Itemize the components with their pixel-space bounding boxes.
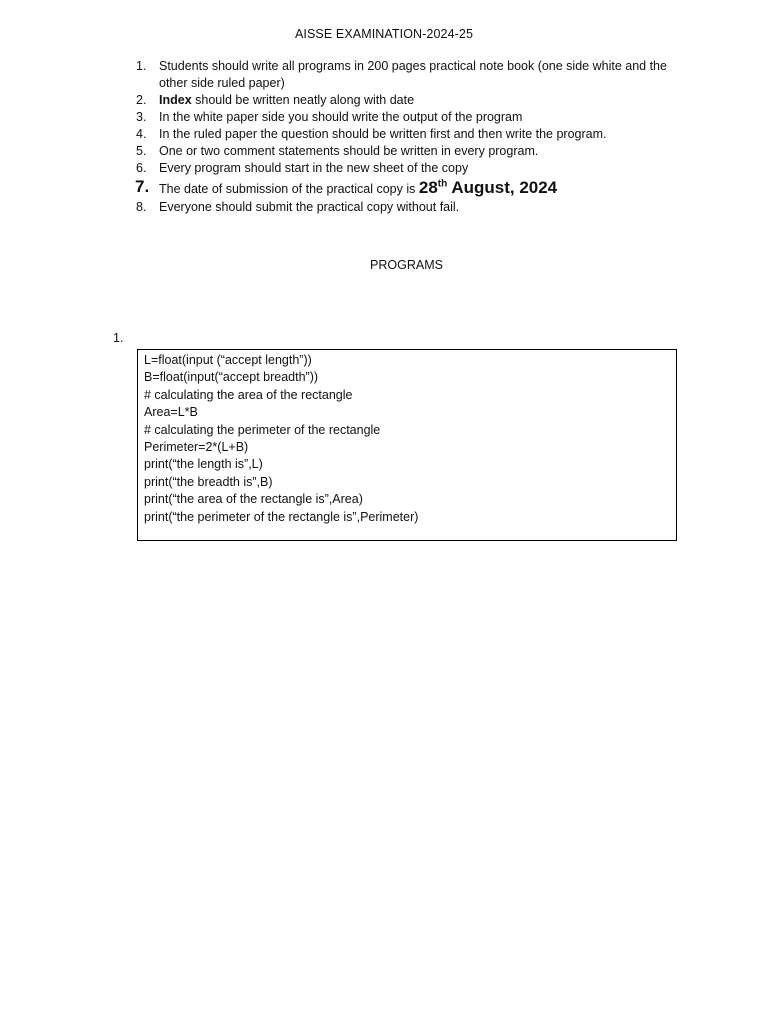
instruction-item xyxy=(132,109,672,126)
code-line: # calculating the perimeter of the rectangle xyxy=(144,422,381,437)
instruction-number: 7. xyxy=(135,177,150,196)
code-line: B=float(input(“accept breadth”)) xyxy=(144,370,319,385)
instruction-text: In the ruled paper the question should be written first and then write the program. xyxy=(159,127,607,141)
code-line: L=float(input (“accept length”)) xyxy=(144,353,312,367)
page-title: AISSE EXAMINATION-2024-25 xyxy=(294,27,474,41)
code-box xyxy=(137,349,677,541)
code-line: print(“the perimeter of the rectangle is”,Perimeter) xyxy=(144,509,419,524)
code-line: print(“the breadth is”,B) xyxy=(144,474,273,489)
instruction-item xyxy=(132,199,672,216)
date-day: 28 xyxy=(418,178,438,197)
program-number: 1. xyxy=(113,331,124,345)
instruction-number: 2. xyxy=(136,93,147,107)
instruction-text: Everyone should submit the practical copy without fail. xyxy=(159,200,460,214)
instruction-text: Students should write all programs in 200 pages practical note book (one side white and the other side ruled paper) xyxy=(159,59,667,90)
instruction-item xyxy=(132,160,672,177)
instruction-item xyxy=(132,143,672,160)
instruction-number: 1. xyxy=(136,59,147,73)
date-rest: August, 2024 xyxy=(447,178,558,197)
instruction-number: 8. xyxy=(136,200,147,214)
instruction-text: Every program should start in the new sheet of the copy xyxy=(159,161,469,175)
instruction-item xyxy=(132,126,672,143)
instruction-item xyxy=(132,92,672,109)
instruction-text: In the white paper side you should write the output of the program xyxy=(159,110,523,124)
instruction-list xyxy=(132,58,672,216)
code-line: Area=L*B xyxy=(144,405,198,420)
code-line: Perimeter=2*(L+B) xyxy=(144,440,249,455)
instruction-number: 4. xyxy=(136,127,147,141)
instruction-number: 6. xyxy=(136,161,147,175)
code-line: print(“the length is”,L) xyxy=(144,457,263,472)
instruction-number: 5. xyxy=(136,144,147,158)
instruction-item xyxy=(132,58,672,92)
submission-date xyxy=(419,178,557,197)
programs-heading: PROGRAMS xyxy=(370,258,443,272)
code-line: # calculating the area of the rectangle xyxy=(144,387,353,402)
instruction-item xyxy=(132,179,672,198)
instruction-text: should be written neatly along with date xyxy=(191,93,415,107)
instruction-text: The date of submission of the practical copy is xyxy=(159,182,419,196)
date-suffix: th xyxy=(437,178,448,190)
instruction-text: One or two comment statements should be written in every program. xyxy=(159,144,539,158)
instruction-number: 3. xyxy=(136,110,147,124)
instruction-bold-lead: Index xyxy=(159,93,192,107)
code-line: print(“the area of the rectangle is”,Area) xyxy=(144,492,363,507)
